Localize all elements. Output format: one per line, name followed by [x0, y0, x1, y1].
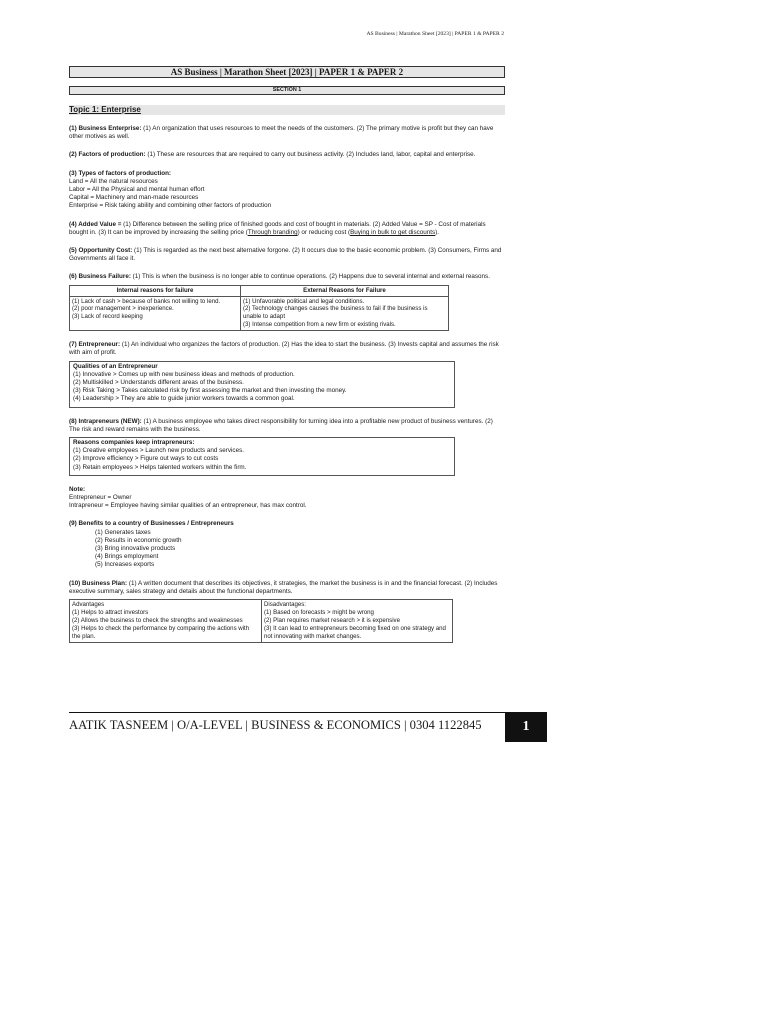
- table-header: Internal reasons for failure: [70, 285, 241, 296]
- para-text: (1) This is when the business is no longer able to continue operations. (2) Happens due to several internal and external reasons.: [130, 273, 490, 281]
- para-types-of-factors: [69, 170, 505, 211]
- para-entrepreneur: [69, 341, 505, 357]
- list-item: Intrapreneur = Employee having similar qualities of an entrepreneur, has max control.: [69, 502, 307, 510]
- table-cell: [70, 600, 262, 643]
- box-title: Reasons companies keep intrapreneurs:: [73, 439, 195, 446]
- para-intrapreneurs: [69, 418, 505, 434]
- list-item: (2) Results in economic growth: [95, 536, 182, 544]
- note-block: [69, 486, 505, 511]
- para-text: (1) This is regarded as the next best alternative forgone. (2) It occurs due to the basic economic problem. (3) Consumers, Firms and Governments all face it.: [69, 247, 502, 263]
- para-text: (1) These are resources that are required to carry out business activity. (2) Includes land, labor, capital and enterprise.: [145, 151, 476, 159]
- table-row: [70, 296, 449, 331]
- para-label: (8) Intrapreneurs (NEW):: [69, 417, 142, 425]
- para-label: (4) Added Value =: [69, 220, 122, 228]
- list-item: (3) It can lead to entrepreneurs becoming fixed on one strategy and not innovating with market changes.: [264, 624, 446, 640]
- footer-text: AATIK TASNEEM | O/A-LEVEL | BUSINESS & ECONOMICS | 0304 1122845: [69, 718, 482, 732]
- para-text: (1) A written document that describes its objectives, it strategies, the market the business is in and the financial forecast. (2) Includes executive summary, sales strategy and details about the functional departments.: [69, 579, 498, 595]
- list-item: (2) Improve efficiency > Figure out ways to cut costs: [73, 455, 219, 463]
- list-item: (4) Leadership > They are able to guide junior workers towards a common goal.: [73, 395, 295, 403]
- table-row: [70, 600, 453, 643]
- document-title: AS Business | Marathon Sheet [2023] | PAPER 1 & PAPER 2: [69, 66, 505, 78]
- list-item: (3) Helps to check the performance by comparing the actions with the plan.: [72, 624, 250, 640]
- list-item: (4) Brings employment: [95, 553, 159, 561]
- para-text: (1) A business employee who takes direct responsibility for turning idea into a profitable new product of business ventures. (2) The risk and reward remains with the business.: [69, 417, 493, 433]
- para-label: (3) Types of factors of production:: [69, 169, 172, 177]
- list-item: (2) Plan requires market research > it is expensive: [264, 616, 400, 624]
- qualities-box: [69, 361, 455, 408]
- list-item: (1) Innovative > Comes up with new business ideas and methods of production.: [73, 370, 295, 378]
- list-item: (1) Creative employees > Launch new products and services.: [73, 447, 244, 455]
- para-factors-of-production: [69, 151, 505, 159]
- list-item: Entrepreneur = Owner: [69, 494, 132, 502]
- list-item: (3) Bring innovative products: [95, 545, 176, 553]
- para-added-value: [69, 221, 505, 237]
- list-item: (1) Unfavorable political and legal conditions.: [243, 297, 365, 305]
- list-item: (3) Risk Taking > Takes calculated risk by first assessing the market and then investing the money.: [73, 387, 347, 395]
- para-label: (2) Factors of production:: [69, 151, 146, 159]
- footer-divider: [69, 712, 505, 713]
- para-business-plan: [69, 580, 505, 596]
- para-benefits: [69, 520, 505, 569]
- para-text: ) or reducing cost (: [297, 228, 351, 236]
- list-item: Capital = Machinery and man-made resources: [69, 194, 199, 202]
- list-item: (2) Technology changes causes the business to fail if the business is unable to adapt: [243, 305, 428, 321]
- box-title: Qualities of an Entrepreneur: [73, 362, 158, 370]
- para-text: (1) Difference between the selling price of finished goods and cost of bought in materials. (2) Added Value = SP - Cost of materials bought in. (3) It can be improved by increasing the selling price (: [69, 220, 486, 236]
- list-item: (1) Generates taxes: [95, 528, 151, 536]
- list-item: (3) Lack of record keeping: [72, 313, 143, 321]
- para-business-failure: [69, 273, 505, 281]
- list-item: (3) Intense competition from a new firm or existing rivals.: [243, 321, 396, 329]
- list-item: (3) Retain employees > Helps talented workers within the firm.: [73, 463, 247, 471]
- list-item: (1) Based on forecasts > might be wrong: [264, 608, 374, 616]
- para-text: (1) An individual who organizes the factors of production. (2) Has the idea to start the business. (3) Invests capital and assumes the risk with aim of profit.: [69, 341, 499, 357]
- section-heading: SECTION 1: [69, 86, 505, 95]
- underlined-text: Through branding: [247, 228, 298, 236]
- para-label: (9) Benefits to a country of Businesses / Entrepreneurs: [69, 520, 234, 528]
- list-item: (1) Lack of cash > because of banks not willing to lend.: [72, 297, 221, 305]
- table-cell: [262, 600, 453, 643]
- list-item: (2) poor management > inexperience.: [72, 305, 174, 313]
- list-item: Labor = All the Physical and mental human effort: [69, 186, 205, 194]
- list-item: Land = All the natural resources: [69, 177, 158, 185]
- table-cell: [70, 296, 241, 331]
- table-header: External Reasons for Failure: [241, 285, 449, 296]
- running-header: AS Business | Marathon Sheet [2023] | PAPER 1 & PAPER 2: [366, 31, 504, 37]
- topic-heading: Topic 1: Enterprise: [69, 105, 505, 115]
- table-header-row: [70, 285, 449, 296]
- list-item: Enterprise = Risk taking ability and combining other factors of production: [69, 202, 272, 210]
- list-item: (5) Increases exports: [95, 561, 155, 569]
- para-opportunity-cost: [69, 247, 505, 263]
- para-label: (1) Business Enterprise:: [69, 125, 142, 132]
- table-header: Disadvantages:: [264, 601, 307, 609]
- list-item: (2) Multiskilled > Understands different areas of the business.: [73, 378, 244, 386]
- table-header: Advantages: [72, 601, 105, 609]
- para-label: (6) Business Failure:: [69, 273, 131, 281]
- para-text: ).: [435, 228, 439, 236]
- page-content: [69, 66, 505, 643]
- para-text: (1) An organization that uses resources to meet the needs of the customers. (2) The primary motive is profit but they can have other motives as well.: [69, 125, 494, 141]
- para-business-enterprise: [69, 125, 505, 141]
- note-label: Note:: [69, 485, 86, 493]
- para-label: (7) Entrepreneur:: [69, 341, 121, 349]
- para-label: (5) Opportunity Cost:: [69, 247, 133, 255]
- list-item: (2) Allows the business to check the strengths and weaknesses: [72, 616, 243, 624]
- underlined-text: Buying in bulk to get discounts: [350, 228, 436, 236]
- para-label: (10) Business Plan:: [69, 579, 128, 587]
- list-item: (1) Helps to attract investors: [72, 608, 149, 616]
- page-number: 1: [505, 712, 547, 742]
- business-plan-table: [69, 599, 453, 643]
- table-cell: [241, 296, 449, 331]
- failure-reasons-table: [69, 285, 449, 332]
- reasons-box: [69, 437, 455, 476]
